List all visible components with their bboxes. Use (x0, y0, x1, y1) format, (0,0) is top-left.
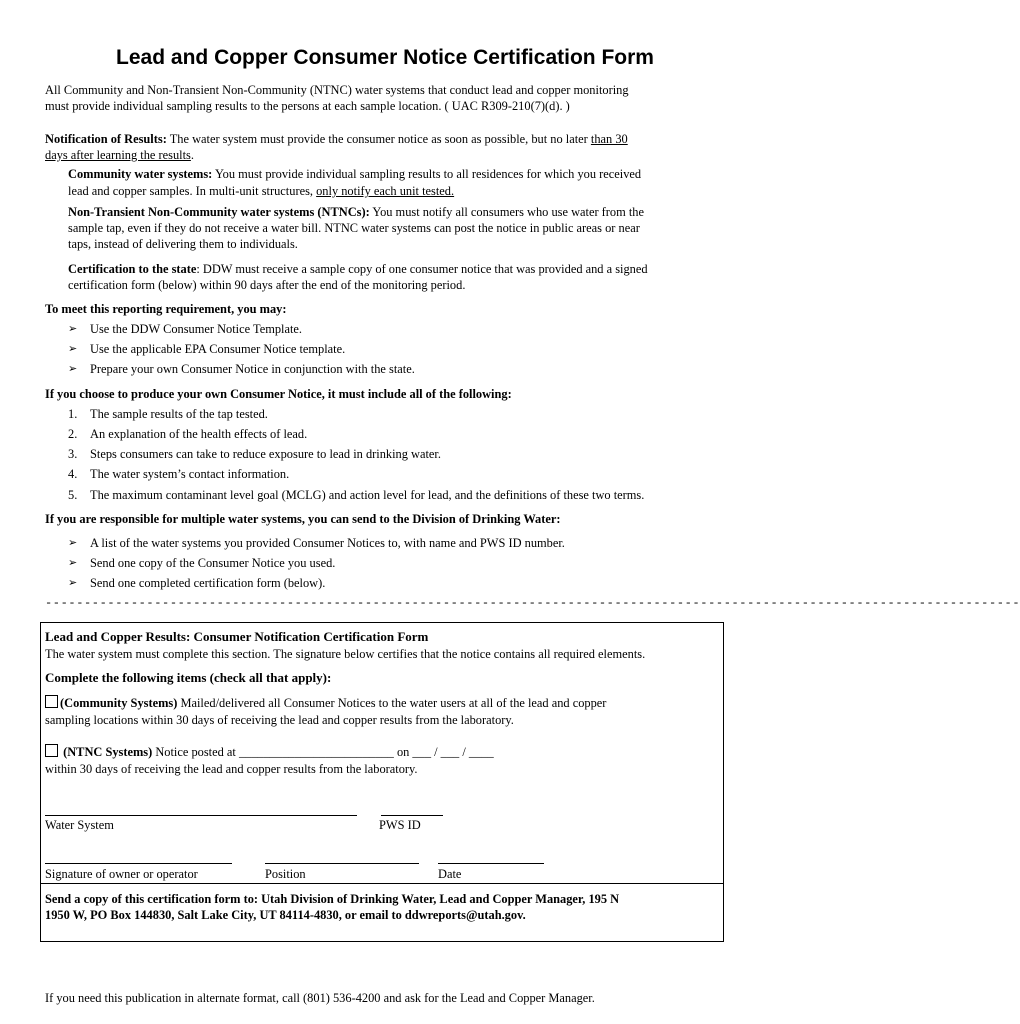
intro-line-1: All Community and Non-Transient Non-Community (NTNC) water systems that conduct lead and copper monitoring (45, 83, 629, 97)
cut-line-divider: ----------------------------------------------------------------------------------------------------------------------------- (45, 596, 1020, 610)
intro-line-2: must provide individual sampling results to the persons at each sample location. ( UAC R309-210(7)(d). ) (45, 99, 570, 113)
notification-label: Notification of Results: (45, 132, 167, 146)
list-item-text: Use the DDW Consumer Notice Template. (90, 322, 303, 336)
signature-field[interactable] (45, 863, 232, 864)
community-systems-text: Mailed/delivered all Consumer Notices to the water users at all of the lead and copper (177, 696, 607, 710)
own-notice-heading: If you choose to produce your own Consumer Notice, it must include all of the following: (45, 387, 512, 401)
list-item-text: Prepare your own Consumer Notice in conjunction with the state. (90, 362, 415, 376)
send-instructions-line-1: Send a copy of this certification form to: Utah Division of Drinking Water, Lead and Copper Manager, 195 N (45, 892, 620, 906)
arrowhead-bullet-icon: ➢ (68, 556, 78, 569)
item-number: 2. (68, 427, 78, 441)
notification-paragraph (45, 131, 628, 147)
community-systems-label: (Community Systems) (60, 696, 178, 710)
notification-text: The water system must provide the consumer notice as soon as possible, but no later (169, 132, 588, 146)
community-checkbox-row (45, 695, 606, 711)
community-systems-line-2: sampling locations within 30 days of receiving the lead and copper results from the laboratory. (45, 713, 514, 727)
ntnc-line-2: sample tap, even if they do not receive a water bill. NTNC water systems can post the notice in public areas or near (68, 221, 640, 235)
position-field[interactable] (265, 863, 419, 864)
notification-period: . (190, 148, 194, 162)
checkbox-icon[interactable] (45, 695, 58, 708)
arrowhead-bullet-icon: ➢ (68, 536, 78, 549)
item-text: Steps consumers can take to reduce exposure to lead in drinking water. (90, 447, 441, 461)
community-paragraph (68, 166, 641, 182)
item-number: 1. (68, 407, 78, 421)
item-number: 3. (68, 447, 78, 461)
arrowhead-bullet-icon: ➢ (68, 342, 78, 355)
ntnc-line-3: taps, instead of delivering them to individuals. (68, 237, 298, 251)
form-divider (40, 883, 724, 884)
ntnc-systems-line-2: within 30 days of receiving the lead and copper results from the laboratory. (45, 762, 418, 776)
certification-text: : DDW must receive a sample copy of one consumer notice that was provided and a signed (196, 262, 648, 276)
position-label: Position (265, 867, 306, 881)
community-underline: only notify each unit tested. (316, 184, 455, 198)
signature-label: Signature of owner or operator (45, 867, 198, 881)
item-text: The maximum contaminant level goal (MCLG) and action level for lead, and the definitions of these two terms. (90, 488, 645, 502)
item-text: An explanation of the health effects of lead. (90, 427, 308, 441)
pws-id-field[interactable] (381, 815, 443, 816)
form-heading: Lead and Copper Results: Consumer Notification Certification Form (45, 629, 429, 644)
send-instructions-line-2: 1950 W, PO Box 144830, Salt Lake City, UT 84114-4830, or email to ddwreports@utah.gov. (45, 908, 526, 922)
arrowhead-bullet-icon: ➢ (68, 322, 78, 335)
item-number: 5. (68, 488, 78, 502)
ntnc-label: Non-Transient Non-Community water systems (NTNCs): (68, 205, 370, 219)
notification-deadline-part2: days after learning the results (45, 148, 191, 162)
notification-deadline-part1: than 30 (590, 132, 628, 146)
item-number: 4. (68, 467, 78, 481)
item-text: The water system’s contact information. (90, 467, 290, 481)
notification-line-2 (45, 147, 194, 163)
pws-id-label: PWS ID (379, 818, 421, 832)
list-item-text: Send one completed certification form (below). (90, 576, 326, 590)
certification-line-2: certification form (below) within 90 days after the end of the monitoring period. (68, 278, 466, 292)
ntnc-systems-label: (NTNC Systems) (63, 745, 153, 759)
list-item-text: Send one copy of the Consumer Notice you used. (90, 556, 336, 570)
community-label: Community water systems: (68, 167, 213, 181)
date-label: Date (438, 867, 462, 881)
community-text: You must provide individual sampling results to all residences for which you received (214, 167, 642, 181)
certification-paragraph (68, 261, 648, 277)
ntnc-checkbox-row (45, 744, 494, 760)
water-system-field[interactable] (45, 815, 357, 816)
checkbox-icon[interactable] (45, 744, 58, 757)
arrowhead-bullet-icon: ➢ (68, 362, 78, 375)
date-field[interactable] (438, 863, 544, 864)
ntnc-systems-text: Notice posted at _________________________ on ___ / ___ / ____ (152, 745, 494, 759)
meet-heading: To meet this reporting requirement, you may: (45, 302, 287, 316)
ntnc-paragraph (68, 204, 644, 220)
list-item-text: Use the applicable EPA Consumer Notice template. (90, 342, 346, 356)
item-text: The sample results of the tap tested. (90, 407, 268, 421)
ntnc-text: You must notify all consumers who use water from the (372, 205, 645, 219)
multiple-systems-heading: If you are responsible for multiple water systems, you can send to the Division of Drinking Water: (45, 512, 561, 526)
form-subheading: The water system must complete this section. The signature below certifies that the notice contains all required elements. (45, 647, 646, 661)
footer-note: If you need this publication in alternate format, call (801) 536-4200 and ask for the Lead and Copper Manager. (45, 991, 595, 1005)
certification-label: Certification to the state (68, 262, 197, 276)
community-text-2: lead and copper samples. In multi-unit structures, (68, 184, 313, 198)
page-title: Lead and Copper Consumer Notice Certification Form (116, 46, 654, 69)
complete-items-heading: Complete the following items (check all that apply): (45, 670, 332, 685)
list-item-text: A list of the water systems you provided Consumer Notices to, with name and PWS ID number. (90, 536, 565, 550)
water-system-label: Water System (45, 818, 114, 832)
arrowhead-bullet-icon: ➢ (68, 576, 78, 589)
community-line-2 (68, 183, 454, 199)
